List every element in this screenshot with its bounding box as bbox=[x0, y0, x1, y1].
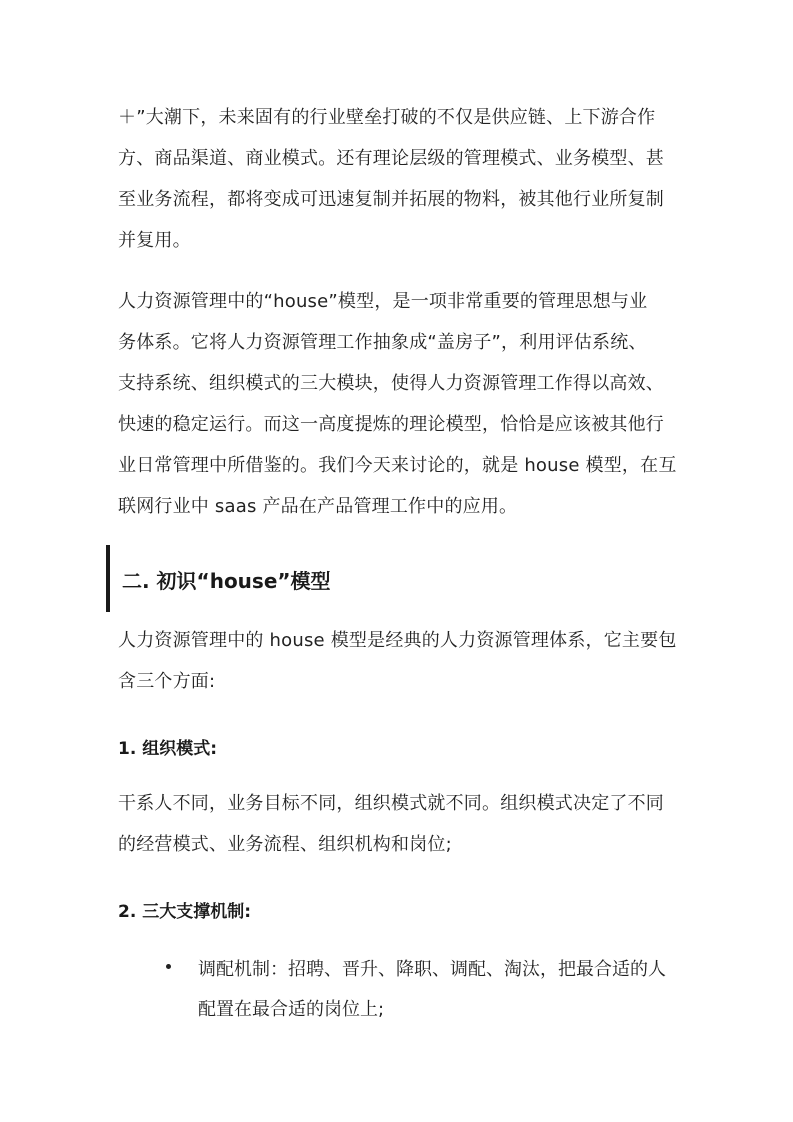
paragraph-house-model-intro bbox=[118, 284, 677, 525]
text-line: 务体系。它将人力资源管理工作抽象成“盖房子”，利用评估系统、 bbox=[118, 332, 647, 353]
section-heading bbox=[106, 545, 331, 612]
bullet-icon bbox=[166, 964, 171, 969]
text-line: 联网行业中 saas 产品在产品管理工作中的应用。 bbox=[118, 496, 518, 517]
text-line: 含三个方面: bbox=[118, 671, 216, 692]
text-line: 业日常管理中所借鉴的。我们今天来讨论的，就是 house 模型，在互 bbox=[118, 455, 677, 476]
text-line: 方、商品渠道、商业模式。还有理论层级的管理模式、业务模型、甚 bbox=[118, 148, 664, 169]
text-line: 人力资源管理中的 house 模型是经典的人力资源管理体系，它主要包 bbox=[118, 630, 677, 651]
paragraph-internet-plus bbox=[118, 100, 670, 259]
text-line: 支持系统、组织模式的三大模块，使得人力资源管理工作得以高效、 bbox=[118, 373, 664, 394]
text-line: 并复用。 bbox=[118, 230, 191, 251]
text-line: 调配机制：招聘、晋升、降职、调配、淘汰，把最合适的人 bbox=[198, 959, 666, 980]
text-line: 快速的稳定运行。而这一高度提炼的理论模型，恰恰是应该被其他行 bbox=[118, 414, 664, 435]
list-item-text bbox=[198, 950, 666, 1030]
text-line: 干系人不同，业务目标不同，组织模式就不同。组织模式决定了不同 bbox=[118, 793, 664, 814]
text-line: 人力资源管理中的“house”模型，是一项非常重要的管理思想与业 bbox=[118, 291, 648, 312]
text-line: 的经营模式、业务流程、组织机构和岗位; bbox=[118, 834, 452, 855]
text-line: ＋”大潮下，未来固有的行业壁垒打破的不仅是供应链、上下游合作 bbox=[118, 107, 656, 128]
section-heading-text: 二. 初识“house”模型 bbox=[122, 569, 331, 593]
paragraph-organization-mode bbox=[118, 786, 670, 863]
subheading-support-mechanisms: 2. 三大支撑机制: bbox=[118, 902, 252, 922]
text-line: 至业务流程，都将变成可迅速复制并拓展的物料，被其他行业所复制 bbox=[118, 189, 664, 210]
text-line: 配置在最合适的岗位上; bbox=[198, 999, 385, 1020]
subheading-organization-mode: 1. 组织模式: bbox=[118, 739, 218, 759]
paragraph-house-model-overview bbox=[118, 623, 677, 700]
